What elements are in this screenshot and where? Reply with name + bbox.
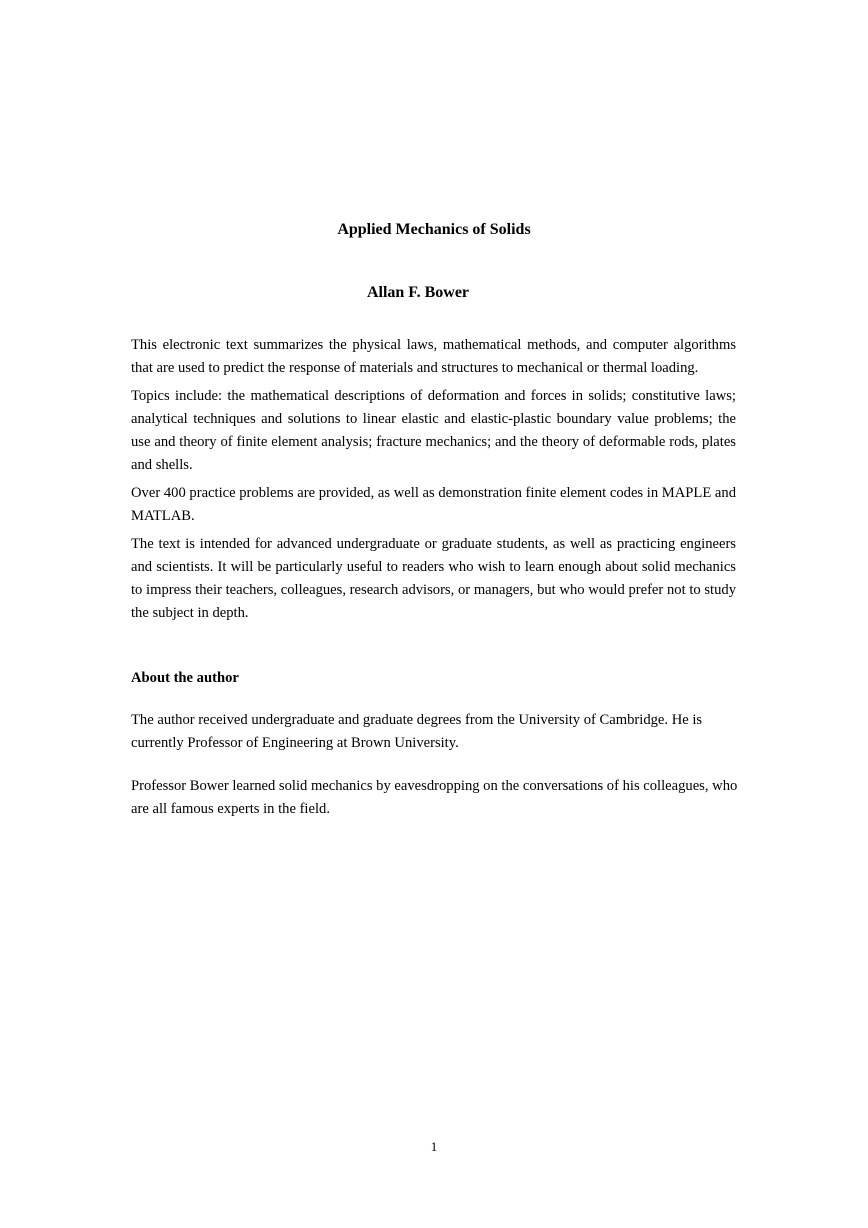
- author-name: Allan F. Bower: [366, 284, 470, 301]
- document-title: Applied Mechanics of Solids: [337, 221, 531, 238]
- about-paragraph-learning: Professor Bower learned solid mechanics by eavesdropping on the conversations of his colleagues, who are all famous experts in the field.: [131, 778, 738, 817]
- intro-paragraph-problems: Over 400 practice problems are provided, as well as demonstration finite element codes in MAPLE and MATLAB.: [131, 485, 736, 524]
- page-number: 1: [430, 1139, 438, 1154]
- about-author-section: [131, 709, 736, 841]
- intro-paragraph-summary: This electronic text summarizes the physical laws, mathematical methods, and computer algorithms that are used to predict the response of materials and structures to mechanical or thermal loading.: [131, 337, 736, 376]
- about-author-heading: About the author: [131, 670, 239, 686]
- about-paragraph-degrees: The author received undergraduate and graduate degrees from the University of Cambridge. He is currently Professor of Engineering at Brown University.: [131, 712, 703, 751]
- intro-paragraph-topics: Topics include: the mathematical descriptions of deformation and forces in solids; constitutive laws; analytical techniques and solutions to linear elastic and elastic-plastic boundary value problems; the use and theory of finite element analysis; fracture mechanics; and the theory of deformable rods, plates and shells.: [131, 388, 736, 473]
- intro-section: [131, 334, 736, 630]
- intro-paragraph-audience: The text is intended for advanced undergraduate or graduate students, as well as practicing engineers and scientists. It will be particularly useful to readers who wish to learn enough about solid mechanics to impress their teachers, colleagues, research advisors, or managers, but who would prefer not to study the subject in depth.: [131, 536, 736, 621]
